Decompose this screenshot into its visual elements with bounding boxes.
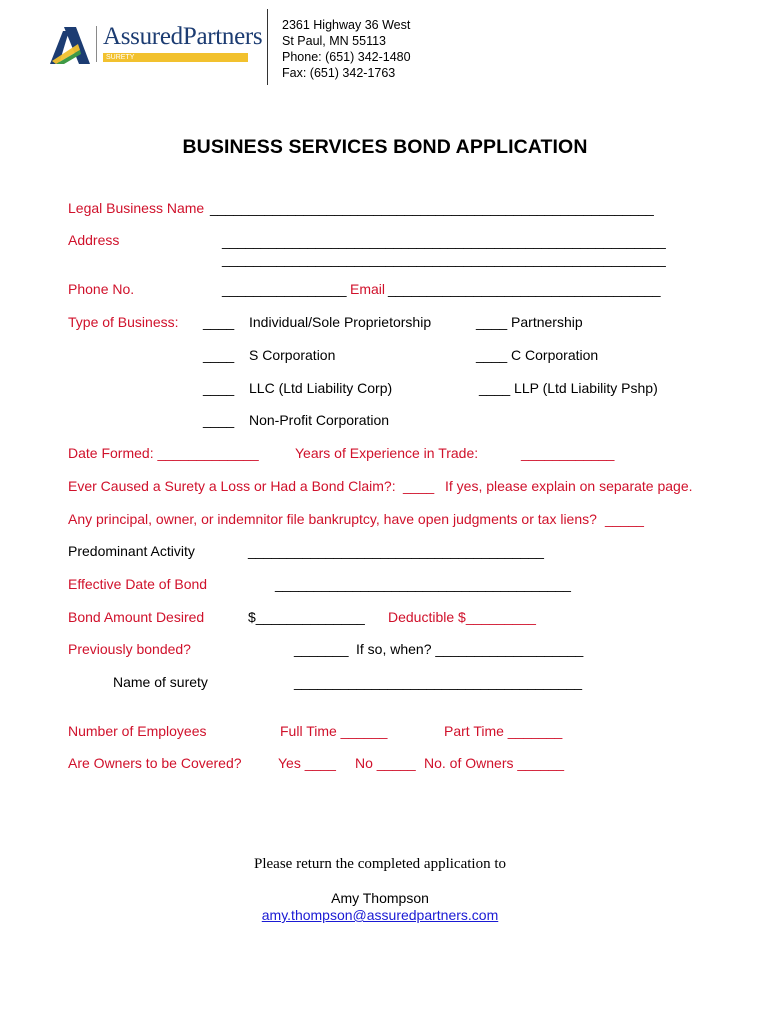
contact-name: Amy Thompson (331, 890, 429, 906)
bonded-when-field[interactable]: If so, when? ___________________ (356, 641, 584, 657)
contact-email-link[interactable]: amy.thompson@assuredpartners.com (261, 907, 499, 923)
effective-date-label: Effective Date of Bond (68, 576, 208, 592)
surety-name-field[interactable]: _____________________________________ (294, 674, 583, 690)
date-formed-field[interactable]: Date Formed: _____________ (68, 445, 259, 461)
return-instructions: Please return the completed application to (254, 856, 506, 872)
page-title: BUSINESS SERVICES BOND APPLICATION (182, 136, 588, 158)
nonprofit-option-label: Non-Profit Corporation (249, 412, 390, 428)
activity-label: Predominant Activity (68, 543, 195, 559)
address-field-2[interactable]: _________________________________________________________ (222, 251, 666, 267)
brand-name: AssuredPartners (103, 23, 263, 50)
s-corp-checkbox[interactable]: ____ (203, 347, 235, 363)
surety-loss-question: Ever Caused a Surety a Loss or Had a Bond Claim?: (68, 478, 396, 494)
bankruptcy-question: Any principal, owner, or indemnitor file bankruptcy, have open judgments or tax liens? (68, 511, 597, 527)
owners-no-field[interactable]: No _____ (355, 755, 416, 771)
s-corp-option-label: S Corporation (249, 347, 336, 363)
address-label: Address (68, 232, 120, 248)
bond-amount-field[interactable]: $______________ (248, 609, 365, 625)
surety-name-label: Name of surety (113, 674, 208, 690)
partnership-option[interactable]: ____ Partnership (476, 314, 583, 330)
logo-divider (96, 26, 97, 62)
phone-field[interactable]: ________________ (222, 281, 347, 297)
email-field[interactable]: ___________________________________ (388, 281, 661, 297)
owners-covered-label: Are Owners to be Covered? (68, 755, 242, 771)
bankruptcy-field[interactable]: _____ (605, 511, 644, 527)
business-type-label: Type of Business: (68, 314, 179, 330)
header-divider (267, 9, 268, 85)
previously-bonded-label: Previously bonded? (68, 641, 191, 657)
surety-loss-field[interactable]: ____ (403, 478, 435, 494)
part-time-field[interactable]: Part Time _______ (444, 723, 563, 739)
address-line-1: 2361 Highway 36 West (282, 18, 411, 32)
bond-amount-label: Bond Amount Desired (68, 609, 205, 625)
years-experience-label: Years of Experience in Trade: (295, 445, 479, 461)
years-experience-field[interactable]: ____________ (521, 445, 615, 461)
phone-label: Phone No. (68, 281, 135, 297)
legal-name-field[interactable]: _________________________________________________________ (210, 200, 654, 216)
individual-checkbox[interactable]: ____ (203, 314, 235, 330)
activity-field[interactable]: ______________________________________ (248, 543, 544, 559)
individual-option-label: Individual/Sole Proprietorship (249, 314, 432, 330)
legal-name-label: Legal Business Name (68, 200, 205, 216)
owners-yes-field[interactable]: Yes ____ (278, 755, 336, 771)
llc-checkbox[interactable]: ____ (203, 380, 235, 396)
address-field-1[interactable]: _________________________________________________________ (222, 233, 666, 249)
deductible-field[interactable]: Deductible $_________ (388, 609, 536, 625)
fax-line: Fax: (651) 342-1763 (282, 66, 396, 80)
previously-bonded-field[interactable]: _______ (294, 641, 349, 657)
employees-label: Number of Employees (68, 723, 207, 739)
nonprofit-checkbox[interactable]: ____ (203, 412, 235, 428)
brand-subtitle: SURETY (106, 54, 135, 61)
surety-loss-note: If yes, please explain on separate page. (445, 478, 693, 494)
effective-date-field[interactable]: ______________________________________ (275, 576, 571, 592)
llc-option-label: LLC (Ltd Liability Corp) (249, 380, 393, 396)
email-label: Email (350, 281, 386, 297)
phone-line: Phone: (651) 342-1480 (282, 50, 411, 64)
c-corp-option[interactable]: ____ C Corporation (476, 347, 599, 363)
number-of-owners-field[interactable]: No. of Owners ______ (424, 755, 565, 771)
full-time-field[interactable]: Full Time ______ (280, 723, 388, 739)
address-line-2: St Paul, MN 55113 (282, 34, 386, 48)
llp-option[interactable]: ____ LLP (Ltd Liability Pshp) (479, 380, 658, 396)
logo-mark-icon (50, 27, 90, 65)
